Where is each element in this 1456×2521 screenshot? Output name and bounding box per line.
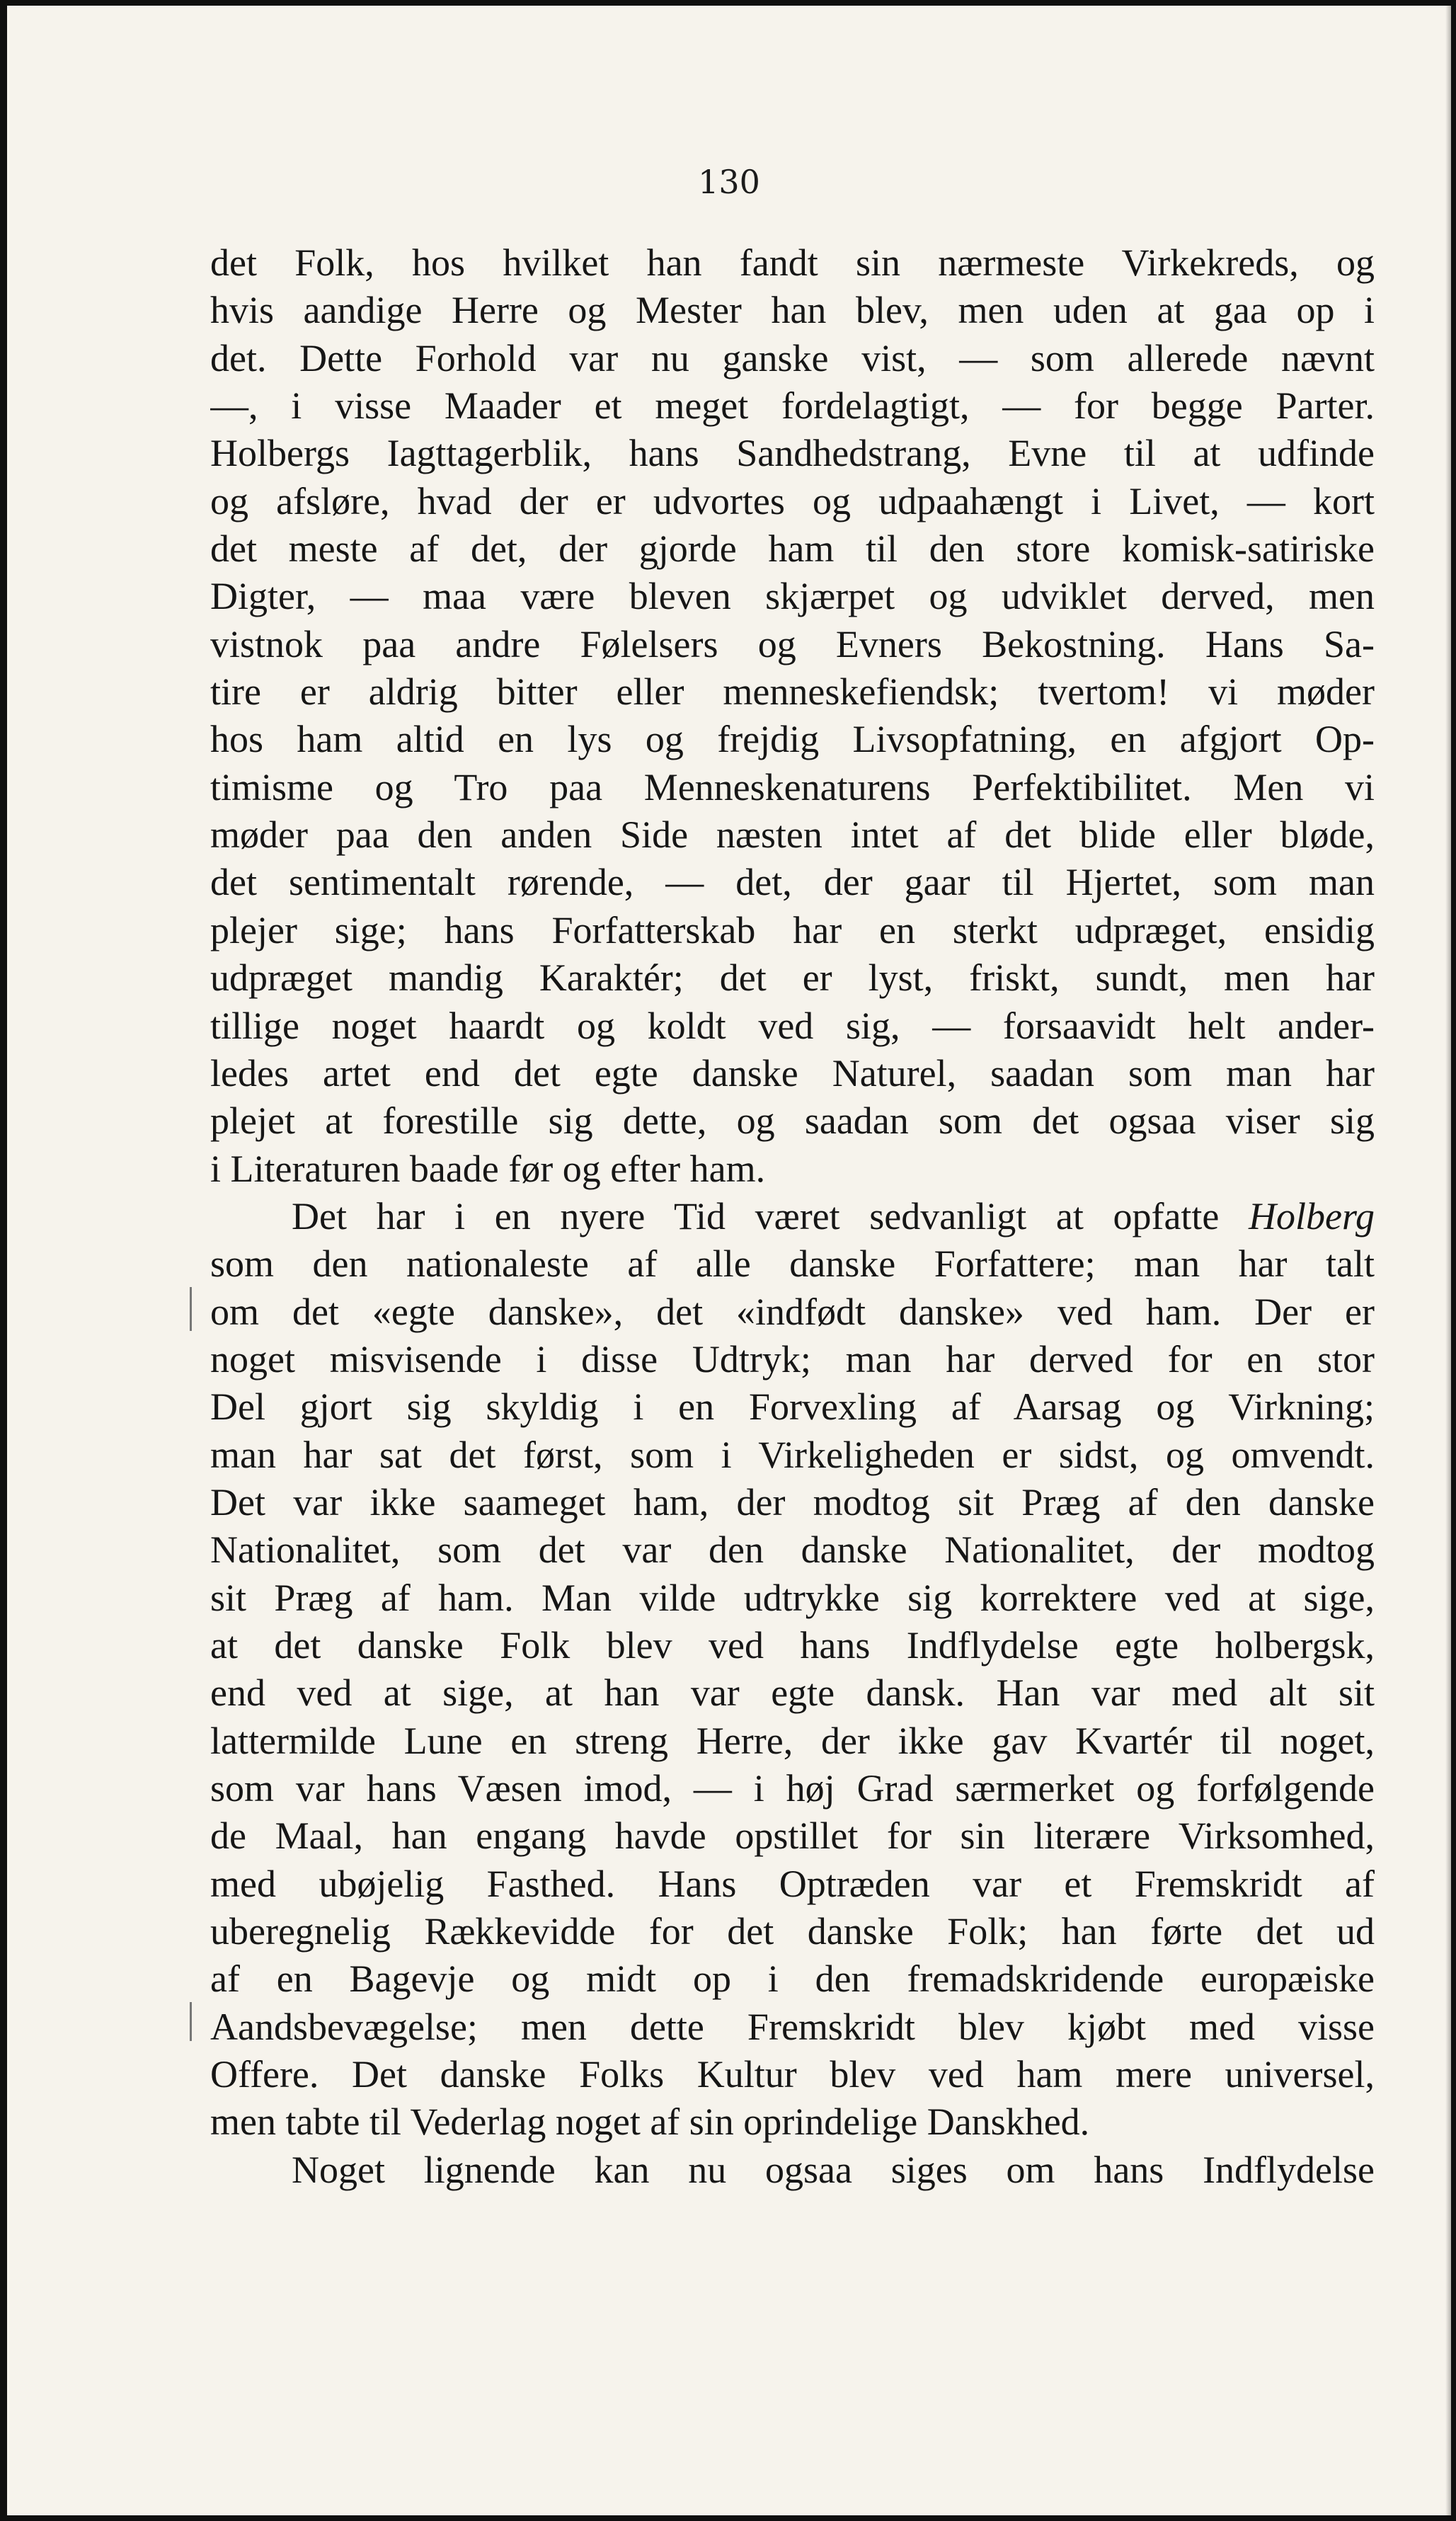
text-line: noget misvisende i disse Udtryk; man har derved for en stor: [210, 1337, 1375, 1380]
text-line: vistnok paa andre Følelsers og Evners Bekostning. Hans Sa-: [210, 622, 1375, 665]
text-line: som den nationaleste af alle danske Forfattere; man har talt: [210, 1242, 1375, 1286]
text-line: med ubøjelig Fasthed. Hans Optræden var et Fremskridt af: [210, 1862, 1375, 1905]
text-line: Holbergs Iagttagerblik, hans Sandhedstrang, Evne til at udfinde: [210, 432, 1375, 475]
text-line: Digter, — maa være bleven skjærpet og udviklet derved, men: [210, 575, 1375, 618]
text-line: Nationalitet, som det var den danske Nationalitet, der modtog: [210, 1528, 1375, 1572]
text-line: Det var ikke saameget ham, der modtog sit Præg af den danske: [210, 1480, 1375, 1524]
text-line: tire er aldrig bitter eller menneskefiendsk; tvertom! vi møder: [210, 670, 1375, 714]
paragraph-start-line: [210, 1193, 1375, 1240]
text-line: hos ham altid en lys og frejdig Livsopfatning, en afgjort Op-: [210, 718, 1375, 761]
text-line: og afsløre, hvad der er udvortes og udpaahængt i Livet, — kort: [210, 479, 1375, 522]
text-line: udpræget mandig Karaktér; det er lyst, friskt, sundt, men har: [210, 956, 1375, 1000]
page-edge-shadow: [1445, 6, 1451, 2515]
text-line: man har sat det først, som i Virkeligheden er sidst, og omvendt.: [210, 1433, 1375, 1476]
text-line: som var hans Væsen imod, — i høj Grad særmerket og forfølgende: [210, 1767, 1375, 1810]
text-line: plejer sige; hans Forfatterskab har en sterkt udpræget, ensidig: [210, 908, 1375, 951]
text-line: om det «egte danske», det «indfødt danske» ved ham. Der er: [210, 1290, 1375, 1333]
margin-mark: [190, 2002, 192, 2041]
text-line: sit Præg af ham. Man vilde udtrykke sig korrektere ved at sige,: [210, 1576, 1375, 1619]
text-line: end ved at sige, at han var egte dansk. Han var med alt sit: [210, 1671, 1375, 1715]
text-line: Del gjort sig skyldig i en Forvexling af Aarsag og Virkning;: [210, 1385, 1375, 1429]
paragraph-start-line: Noget lignende kan nu ogsaa siges om hans Indflydelse: [292, 2148, 1375, 2191]
text-line: plejet at forestille sig dette, og saadan som det ogsaa viser sig: [210, 1099, 1375, 1143]
text-line: Offere. Det danske Folks Kultur blev ved ham mere universel,: [210, 2053, 1375, 2096]
text-line: det sentimentalt rørende, — det, der gaar til Hjertet, som man: [210, 861, 1375, 904]
text-line: i Literaturen baade før og efter ham.: [210, 1147, 766, 1190]
text-line: timisme og Tro paa Menneskenaturens Perfektibilitet. Men vi: [210, 765, 1375, 808]
text-line: uberegnelig Rækkevidde for det danske Folk; han førte det ud: [210, 1910, 1375, 1953]
text-line: de Maal, han engang havde opstillet for sin literære Virksomhed,: [210, 1814, 1375, 1858]
margin-mark: [190, 1287, 192, 1331]
text-line: lattermilde Lune en streng Herre, der ikke gav Kvartér til noget,: [210, 1719, 1375, 1762]
text-line: det. Dette Forhold var nu ganske vist, — som allerede nævnt: [210, 336, 1375, 379]
text-line: hvis aandige Herre og Mester han blev, men uden at gaa op i: [210, 289, 1375, 332]
page-number: 130: [698, 163, 760, 201]
text-line: møder paa den anden Side næsten intet af det blide eller bløde,: [210, 813, 1375, 857]
scanned-page: [7, 6, 1451, 2515]
text-line: tillige noget haardt og koldt ved sig, — forsaavidt helt ander-: [210, 1004, 1375, 1047]
text-line: Aandsbevægelse; men dette Fremskridt blev kjøbt med visse: [210, 2005, 1375, 2048]
text-line: at det danske Folk blev ved hans Indflydelse egte holbergsk,: [210, 1623, 1375, 1667]
body-text: [210, 239, 1375, 2194]
line-text: Det har i en nyere Tid været sedvanligt at opfatte: [292, 1194, 1220, 1237]
text-line: det Folk, hos hvilket han fandt sin nærmeste Virkekreds, og: [210, 241, 1375, 284]
text-line: af en Bagevje og midt op i den fremadskridende europæiske: [210, 1957, 1375, 2001]
italic-name: Holberg: [1249, 1194, 1375, 1237]
text-line: det meste af det, der gjorde ham til den store komisk-satiriske: [210, 527, 1375, 571]
text-line: men tabte til Vederlag noget af sin oprindelige Danskhed.: [210, 2100, 1090, 2144]
text-line: —, i visse Maader et meget fordelagtigt, — for begge Parter.: [210, 384, 1375, 428]
text-line: ledes artet end det egte danske Naturel, saadan som man har: [210, 1051, 1375, 1094]
